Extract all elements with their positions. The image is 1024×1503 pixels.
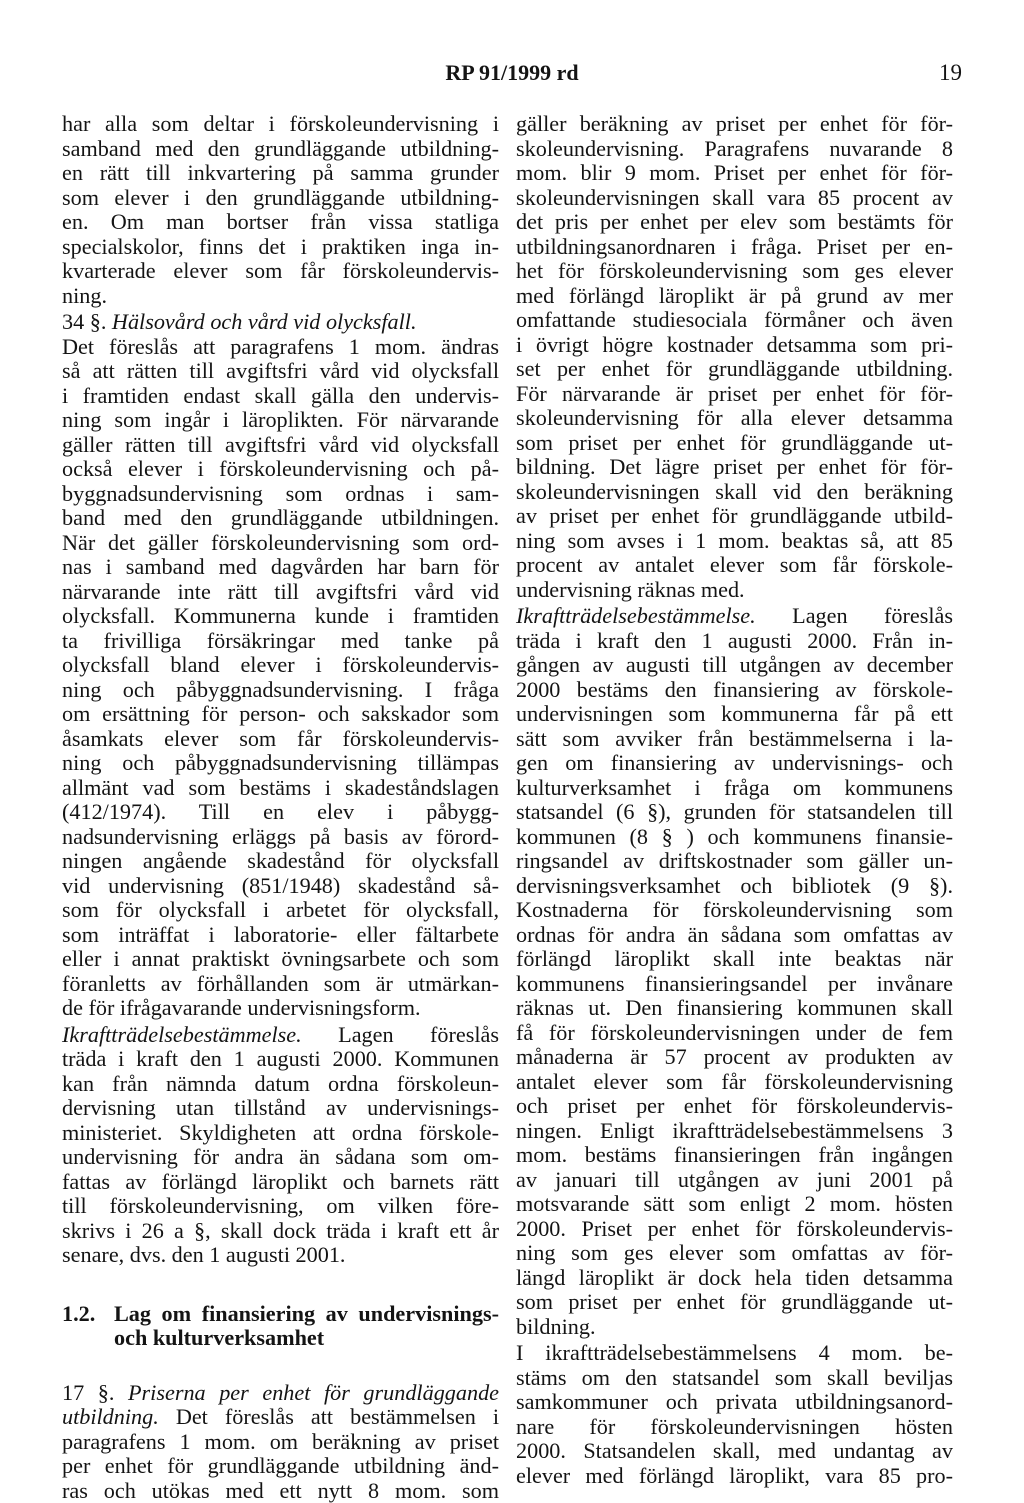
text-line: det pris per enhet per elev som bestämts för [516, 210, 953, 235]
text-line: har alla som deltar i förskoleundervisning i [62, 112, 499, 137]
text-line: av priset per enhet för grundläggande utbild- [516, 504, 953, 529]
text-line: ning som avses i 1 mom. beaktas så, att 85 [516, 529, 953, 554]
text-line: skrivs i 26 a §, skall dock träda i kraft ett år [62, 1219, 499, 1244]
text-line: För närvarande är priset per enhet för för- [516, 382, 953, 407]
text-line: utbildningsanordnaren i fråga. Priset per en- [516, 235, 953, 260]
text-line: ras och utökas med ett nytt 8 mom. som [62, 1479, 499, 1503]
text-line: också elever i förskoleundervisning och på- [62, 457, 499, 482]
text-line: vid undervisning (851/1948) skadestånd så- [62, 874, 499, 899]
text-line: träda i kraft den 1 augusti 2000. Från in- [516, 629, 953, 654]
text-line: 2000 bestäms den finansiering av förskole- [516, 678, 953, 703]
text-line: skoleundervisningen skall vid den beräkning [516, 480, 953, 505]
text-line: I ikraftträdelsebestämmelsens 4 mom. be- [516, 1341, 953, 1366]
text-line: föranletts av förhållanden som är utmärkan- [62, 972, 499, 997]
text-line: närvarande inte rätt till avgiftsfri vård vid [62, 580, 499, 605]
text-line: set per enhet för grundläggande utbildning. [516, 357, 953, 382]
text-line: mom. bestäms finansieringen från ingången [516, 1143, 953, 1168]
text-line: stäms om den statsandel som skall beviljas [516, 1366, 953, 1391]
paragraph-4-second-line [62, 1405, 499, 1430]
paragraph-4-start: Det föreslås att bestämmelsen i [176, 1404, 499, 1429]
text-line: antalet elever som får förskoleundervisning [516, 1070, 953, 1095]
text-line: om ersättning för person- och sakskador som [62, 702, 499, 727]
text-line: åsamkats elever som får förskoleundervis- [62, 727, 499, 752]
ikrafttradelse-start-right: Lagen föreslås [792, 603, 953, 628]
text-line: ordnas för andra än sådana som omfattas av [516, 923, 953, 948]
text-line: ringsandel av driftskostnader som gäller un- [516, 849, 953, 874]
text-line: När det gäller förskoleundervisning som ord- [62, 531, 499, 556]
text-line: ministeriet. Skyldigheten att ordna förskole- [62, 1121, 499, 1146]
paragraph-r2-first-line [516, 604, 953, 629]
text-line: med förlängd läroplikt är på grund av mer [516, 284, 953, 309]
text-line: kommunens finansieringsandel per invånare [516, 972, 953, 997]
section-title-priserna: Priserna per enhet för grundläggande [128, 1380, 499, 1405]
text-line: som priset per enhet för grundläggande ut- [516, 431, 953, 456]
text-line: undervisningen som kommunerna får på ett [516, 702, 953, 727]
text-line: förlängd läroplikt skall inte beaktas när [516, 947, 953, 972]
paragraph-r1 [516, 112, 953, 602]
section-title-halsovard: Hälsovård och vård vid olycksfall. [112, 309, 417, 334]
text-line: nare för förskoleundervisningen hösten [516, 1415, 953, 1440]
text-line: fattas av förlängd läroplikt och barnets rätt [62, 1170, 499, 1195]
paragraph-2 [62, 335, 499, 1021]
text-line: till förskoleundervisning, om vilken före- [62, 1194, 499, 1219]
paragraph-r2 [516, 629, 953, 1340]
text-line: skoleundervisning för alla elever detsamma [516, 406, 953, 431]
text-line: bildning. Det lägre priset per enhet för för- [516, 455, 953, 480]
text-line: och kulturverksamhet [114, 1326, 499, 1351]
text-line: olycksfall bland elever i förskoleundervis- [62, 653, 499, 678]
text-line: dervisning utan tillstånd av undervisnings- [62, 1096, 499, 1121]
paragraph-4 [62, 1430, 499, 1503]
text-line: träda i kraft den 1 augusti 2000. Kommunen [62, 1047, 499, 1072]
text-line: ning och påbyggnadsundervisning tillämpas [62, 751, 499, 776]
text-line: gen om finansiering av undervisnings- och [516, 751, 953, 776]
text-line: ning som ingår i läroplikten. För närvarande [62, 408, 499, 433]
page-header [0, 60, 1024, 90]
text-line: Kostnaderna för förskoleundervisning som [516, 898, 953, 923]
text-line: elever med förlängd läroplikt, vara 85 pro- [516, 1464, 953, 1489]
text-line: och priset per enhet för förskoleundervis- [516, 1094, 953, 1119]
text-line: undervisning räknas med. [516, 578, 953, 603]
text-line: nadsundervisning erläggs på basis av förord- [62, 825, 499, 850]
text-line: nas i samband med dagvården har barn för [62, 555, 499, 580]
text-line: procent av antalet elever som får förskole- [516, 553, 953, 578]
ikrafttradelse-title-right: Ikraftträdelsebestämmelse. [516, 603, 756, 628]
text-line: en. Om man bortser från vissa statliga [62, 210, 499, 235]
text-line: ning som ges elever som omfattas av för- [516, 1241, 953, 1266]
text-line: Lag om finansiering av undervisnings- [114, 1302, 499, 1327]
heading-text [114, 1302, 499, 1351]
text-line: så att rätten till avgiftsfri vård vid olycksfall [62, 359, 499, 384]
text-line: ningen angående skadestånd för olycksfall [62, 849, 499, 874]
text-line: gäller beräkning av priset per enhet för för- [516, 112, 953, 137]
paragraph-4-first-line [62, 1381, 499, 1406]
text-line: motsvarande sätt som enligt 2 mom. hösten [516, 1192, 953, 1217]
text-line: som för olycksfall i arbetet för olycksfall, [62, 898, 499, 923]
text-line: senare, dvs. den 1 augusti 2001. [62, 1243, 499, 1268]
text-line: het för förskoleundervisning som ges elever [516, 259, 953, 284]
right-column [516, 112, 953, 1488]
text-line: 2000. Priset per enhet för förskoleundervis- [516, 1217, 953, 1242]
section-heading-1-2 [62, 1302, 499, 1351]
text-line: olycksfall. Kommunerna kunde i framtiden [62, 604, 499, 629]
section-title-priserna-cont: utbildning. [62, 1404, 159, 1429]
text-line: omfattande studiesociala förmåner och även [516, 308, 953, 333]
text-line: som priset per enhet för grundläggande ut- [516, 1290, 953, 1315]
text-line: skoleundervisning. Paragrafens nuvarande 8 [516, 137, 953, 162]
text-line: byggnadsundervisning som ordnas i sam- [62, 482, 499, 507]
text-line: ning. [62, 284, 499, 309]
text-line: som elever i den grundläggande utbildning- [62, 186, 499, 211]
paragraph-1 [62, 112, 499, 308]
heading-number: 1.2. [62, 1302, 114, 1351]
text-line: kommunen (8 § ) och kommunens finansie- [516, 825, 953, 850]
text-line: Det föreslås att paragrafens 1 mom. ändras [62, 335, 499, 360]
text-line: ning och påbyggnadsundervisning. I fråga [62, 678, 499, 703]
left-column [62, 112, 499, 1503]
text-line: bildning. [516, 1315, 953, 1340]
text-line: statsandel (6 §), grunden för statsandelen till [516, 800, 953, 825]
text-line: mom. blir 9 mom. Priset per enhet för för- [516, 161, 953, 186]
text-line: specialskolor, finns det i praktiken inga in- [62, 235, 499, 260]
text-line: (412/1974). Till en elev i påbygg- [62, 800, 499, 825]
text-line: kan från nämnda datum ordna förskoleun- [62, 1072, 499, 1097]
text-line: av januari till utgången av juni 2001 på [516, 1168, 953, 1193]
ikrafttradelse-title-left: Ikraftträdelsebestämmelse. [62, 1022, 302, 1047]
text-line: månaderna är 57 procent av produkten av [516, 1045, 953, 1070]
paragraph-3 [62, 1047, 499, 1268]
text-line: gäller rätten till avgiftsfri vård vid olycksfall [62, 433, 499, 458]
text-line: sätt som avviker från bestämmelserna i la- [516, 727, 953, 752]
text-line: skoleundervisningen skall vara 85 procent av [516, 186, 953, 211]
text-line: allmänt vad som bestäms i skadeståndslagen [62, 776, 499, 801]
text-line: samband med den grundläggande utbildning- [62, 137, 499, 162]
text-line: i övrigt högre kostnader detsamma som pri- [516, 333, 953, 358]
page-number: 19 [939, 60, 962, 86]
paragraph-3-first-line [62, 1023, 499, 1048]
text-line: per enhet för grundläggande utbildning änd- [62, 1454, 499, 1479]
text-line: paragrafens 1 mom. om beräkning av priset [62, 1430, 499, 1455]
running-head: RP 91/1999 rd [0, 60, 1024, 86]
ikrafttradelse-start-left: Lagen föreslås [338, 1022, 499, 1047]
text-line: få för förskoleundervisningen under de fem [516, 1021, 953, 1046]
section-number-34: 34 §. [62, 309, 106, 334]
text-line: 2000. Statsandelen skall, med undantag av [516, 1439, 953, 1464]
paragraph-2-heading-line [62, 310, 499, 335]
text-line: band med den grundläggande utbildningen. [62, 506, 499, 531]
text-line: samkommuner och privata utbildningsanord- [516, 1390, 953, 1415]
text-line: i framtiden endast skall gälla den undervis- [62, 384, 499, 409]
text-line: ningen. Enligt ikraftträdelsebestämmelsens 3 [516, 1119, 953, 1144]
text-line: en rätt till inkvartering på samma grunder [62, 161, 499, 186]
text-line: räknas ut. Den finansiering kommunen skall [516, 996, 953, 1021]
text-line: som inträffat i laboratorie- eller fältarbete [62, 923, 499, 948]
text-line: eller i annat praktiskt övningsarbete och som [62, 947, 499, 972]
text-line: undervisning för andra än sådana som om- [62, 1145, 499, 1170]
text-line: ta frivilliga försäkringar med tanke på [62, 629, 499, 654]
text-line: kvarterade elever som får förskoleundervis- [62, 259, 499, 284]
text-line: längd läroplikt är dock hela tiden detsamma [516, 1266, 953, 1291]
text-line: dervisningsverksamhet och bibliotek (9 §). [516, 874, 953, 899]
text-line: kulturverksamhet i fråga om kommunens [516, 776, 953, 801]
text-line: gången av augusti till utgången av december [516, 653, 953, 678]
text-line: de för ifrågavarande undervisningsform. [62, 996, 499, 1021]
section-number-17: 17 §. [62, 1380, 114, 1405]
